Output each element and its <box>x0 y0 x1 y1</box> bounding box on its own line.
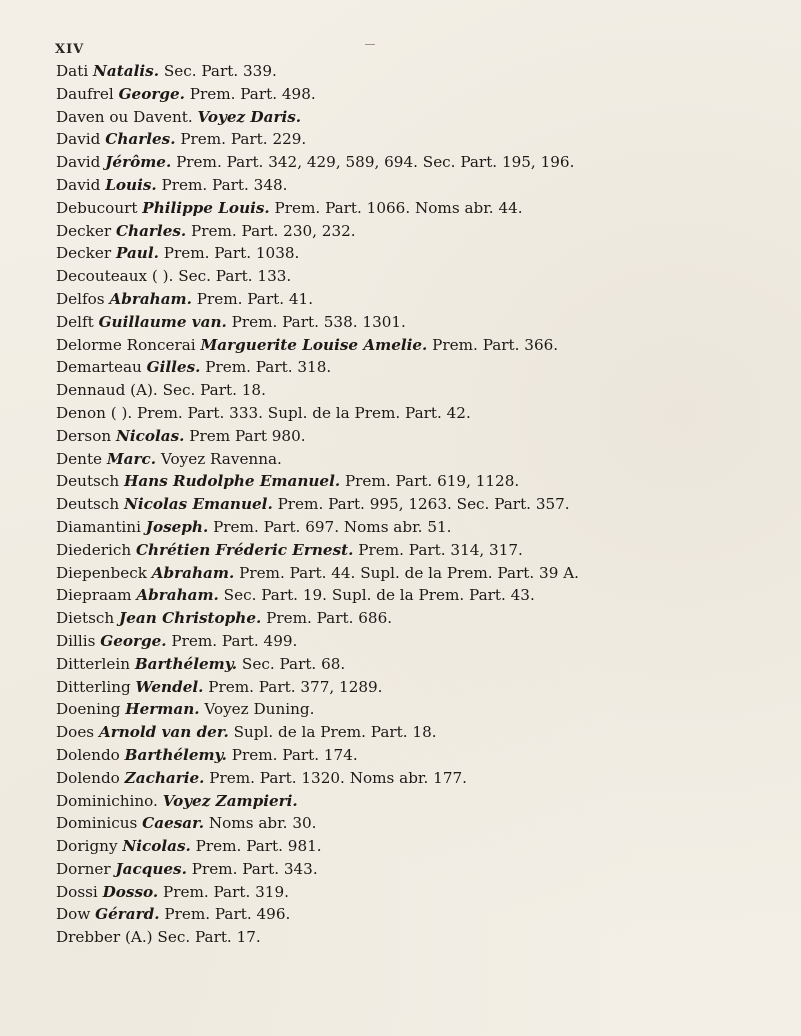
entry-given-name: George. <box>100 631 167 650</box>
index-entry <box>56 242 791 265</box>
entry-given-name: Marc. <box>106 449 157 468</box>
index-entry <box>56 448 791 471</box>
entry-reference: Prem. Part. 343. <box>191 859 318 878</box>
entry-surname: Diepraam <box>56 586 132 605</box>
entry-given-name: Joseph. <box>145 517 209 536</box>
index-entry <box>56 744 791 767</box>
entry-reference: Prem. Part. 377, 1289. <box>208 677 383 696</box>
index-entry <box>56 60 791 83</box>
entry-reference: Prem. Part. 41. <box>196 289 314 308</box>
index-entry <box>56 402 791 425</box>
entry-reference: Voyez Duning. <box>204 700 315 719</box>
index-entry <box>56 493 791 516</box>
index-entry <box>56 584 791 607</box>
entry-reference: Prem. Part. 230, 232. <box>191 221 356 240</box>
index-entry <box>56 220 791 243</box>
entry-reference: Prem. Part. 1320. Noms abr. 177. <box>209 768 467 787</box>
entry-given-name: Hans Rudolphe Emanuel. <box>123 472 341 491</box>
entry-surname: Dennaud (A). <box>56 381 158 400</box>
entry-reference: Prem. Part. 229. <box>180 130 307 149</box>
index-entry <box>56 151 791 174</box>
entry-reference: Prem Part 980. <box>189 426 306 445</box>
entry-surname: Dorigny <box>56 837 118 856</box>
entry-given-name: Philippe Louis. <box>142 198 270 217</box>
entry-reference: Noms abr. 30. <box>208 814 317 833</box>
entry-given-name: Dosso. <box>102 882 159 901</box>
entry-given-name: Arnold van der. <box>98 723 229 742</box>
entry-reference: Prem. Part. 1066. Noms abr. 44. <box>274 198 523 217</box>
entry-reference: Sec. Part. 19. Supl. de la Prem. Part. 43. <box>223 586 535 605</box>
entry-surname: David <box>56 175 101 194</box>
entry-reference: Prem. Part. 314, 317. <box>358 540 523 559</box>
entry-given-name: Wendel. <box>135 677 204 696</box>
entry-surname: Dente <box>56 449 103 468</box>
entry-reference: Supl. de la Prem. Part. 18. <box>233 723 437 742</box>
entry-reference: Voyez Ravenna. <box>160 449 282 468</box>
entry-surname: Derson <box>56 426 112 445</box>
entry-reference: ). Sec. Part. 133. <box>162 267 292 286</box>
entry-surname: Delfos <box>56 289 105 308</box>
index-entry <box>56 653 791 676</box>
entry-given-name: Nicolas. <box>115 426 185 445</box>
entry-surname: Does <box>56 723 95 742</box>
entry-surname: Diepenbeck <box>56 563 147 582</box>
entry-surname: Dolendo <box>56 745 120 764</box>
entry-reference: Prem. Part. 981. <box>195 837 322 856</box>
entry-surname: Decker <box>56 244 112 263</box>
entry-reference: Prem. Part. 342, 429, 589, 694. Sec. Part. 195, 196. <box>176 153 575 172</box>
index-entry <box>56 379 791 402</box>
entry-surname: Deutsch <box>56 472 120 491</box>
entry-given-name: Voyez Zampieri. <box>162 791 298 810</box>
index-entry <box>56 539 791 562</box>
entry-reference: Prem. Part. 499. <box>171 631 298 650</box>
entry-surname: Drebber (A.) <box>56 928 153 947</box>
entry-reference: Prem. Part. 619, 1128. <box>344 472 520 491</box>
entry-surname: Decouteaux ( <box>56 267 158 286</box>
index-entry <box>56 676 791 699</box>
entry-surname: David <box>56 153 101 172</box>
index-entry <box>56 698 791 721</box>
index-entries-list <box>56 60 791 949</box>
entry-reference: Sec. Part. 339. <box>163 62 277 80</box>
entry-surname: Ditterling <box>56 677 131 696</box>
entry-given-name: Abraham. <box>136 586 219 605</box>
entry-given-name: Jérôme. <box>105 153 172 172</box>
index-entry <box>56 106 791 129</box>
index-entry <box>56 470 791 493</box>
entry-reference: Prem. Part. 366. <box>432 335 559 354</box>
entry-given-name: Jacques. <box>115 859 187 878</box>
entry-given-name: Gérard. <box>95 905 160 924</box>
index-entry <box>56 607 791 630</box>
entry-surname: Dominichino. <box>56 791 158 810</box>
entry-reference: Prem. Part. 496. <box>164 905 291 924</box>
entry-given-name: Abraham. <box>151 563 235 582</box>
entry-given-name: George. <box>118 84 185 103</box>
entry-surname: Dominicus <box>56 814 138 833</box>
entry-surname: Decker <box>56 221 112 240</box>
entry-surname: Dolendo <box>56 768 120 787</box>
entry-surname: Dossi <box>56 882 98 901</box>
entry-surname: Deutsch <box>56 495 120 514</box>
page-number: XIV <box>55 42 85 57</box>
index-entry <box>56 425 791 448</box>
entry-surname: David <box>56 130 101 149</box>
entry-surname: Denon ( <box>56 403 117 422</box>
index-entry <box>56 174 791 197</box>
index-entry <box>56 356 791 379</box>
entry-given-name: Louis. <box>105 175 157 194</box>
index-entry <box>56 562 791 585</box>
entry-given-name: Caesar. <box>142 814 205 833</box>
index-entry <box>56 881 791 904</box>
entry-given-name: Voyez Daris. <box>197 107 302 126</box>
entry-surname: Debucourt <box>56 198 138 217</box>
entry-reference: Prem. Part. 174. <box>231 745 358 764</box>
entry-surname: Doening <box>56 700 121 719</box>
entry-given-name: Jean Christophe. <box>119 609 262 628</box>
index-entry <box>56 128 791 151</box>
entry-given-name: Natalis. <box>93 62 159 80</box>
entry-reference: Prem. Part. 686. <box>266 609 393 628</box>
entry-given-name: Barthélemy. <box>124 745 227 764</box>
entry-given-name: Marguerite Louise Amelie. <box>200 335 428 354</box>
index-entry <box>56 858 791 881</box>
entry-surname: Diamantini <box>56 517 141 536</box>
entry-reference: ). Prem. Part. 333. Supl. de la Prem. Part. 42. <box>121 403 471 422</box>
entry-surname: Delft <box>56 312 94 331</box>
entry-given-name: Gilles. <box>146 358 201 377</box>
index-entry <box>56 288 791 311</box>
entry-given-name: Abraham. <box>109 289 192 308</box>
entry-surname: Daufrel <box>56 84 114 103</box>
index-entry <box>56 197 791 220</box>
index-entry <box>56 265 791 288</box>
index-entry <box>56 83 791 106</box>
entry-reference: Prem. Part. 319. <box>162 882 289 901</box>
entry-surname: Dorner <box>56 859 111 878</box>
entry-surname: Diederich <box>56 540 132 559</box>
entry-surname: Dillis <box>56 631 96 650</box>
entry-given-name: Zacharie. <box>124 768 205 787</box>
index-entry <box>56 334 791 357</box>
entry-reference: Prem. Part. 348. <box>161 175 288 194</box>
entry-reference: Prem. Part. 538. 1301. <box>231 312 406 331</box>
index-entry <box>56 812 791 835</box>
entry-given-name: Barthélemy. <box>134 654 238 673</box>
entry-given-name: Herman. <box>125 700 200 719</box>
entry-given-name: Charles. <box>105 130 176 149</box>
entry-reference: Sec. Part. 18. <box>162 381 266 400</box>
entry-reference: Prem. Part. 697. Noms abr. 51. <box>213 517 452 536</box>
entry-surname: Demarteau <box>56 358 142 377</box>
entry-surname: Dietsch <box>56 609 115 628</box>
entry-reference: Prem. Part. 318. <box>205 358 332 377</box>
print-mark <box>365 44 375 45</box>
entry-reference: Prem. Part. 498. <box>189 84 316 103</box>
entry-reference: Sec. Part. 68. <box>241 654 346 673</box>
entry-reference: Prem. Part. 995, 1263. Sec. Part. 357. <box>277 495 570 514</box>
entry-given-name: Charles. <box>115 221 187 240</box>
index-entry <box>56 721 791 744</box>
entry-given-name: Chrétien Fréderic Ernest. <box>135 540 354 559</box>
entry-surname: Delorme Roncerai <box>56 335 196 354</box>
entry-reference: Sec. Part. 17. <box>157 928 261 947</box>
entry-surname: Dati <box>56 62 89 80</box>
entry-surname: Dow <box>56 905 91 924</box>
index-entry <box>56 311 791 334</box>
entry-surname: Daven ou Davent. <box>56 107 193 126</box>
entry-surname: Ditterlein <box>56 654 130 673</box>
entry-reference: Prem. Part. 1038. <box>163 244 300 263</box>
index-entry <box>56 835 791 858</box>
entry-reference: Prem. Part. 44. Supl. de la Prem. Part. 39 A. <box>239 563 579 582</box>
index-entry <box>56 630 791 653</box>
entry-given-name: Nicolas. <box>122 837 191 856</box>
index-entry <box>56 903 791 926</box>
index-entry <box>56 790 791 813</box>
entry-given-name: Paul. <box>115 244 159 263</box>
index-entry <box>56 926 791 949</box>
index-entry <box>56 516 791 539</box>
entry-given-name: Guillaume van. <box>98 312 227 331</box>
entry-given-name: Nicolas Emanuel. <box>123 495 273 514</box>
index-entry <box>56 767 791 790</box>
